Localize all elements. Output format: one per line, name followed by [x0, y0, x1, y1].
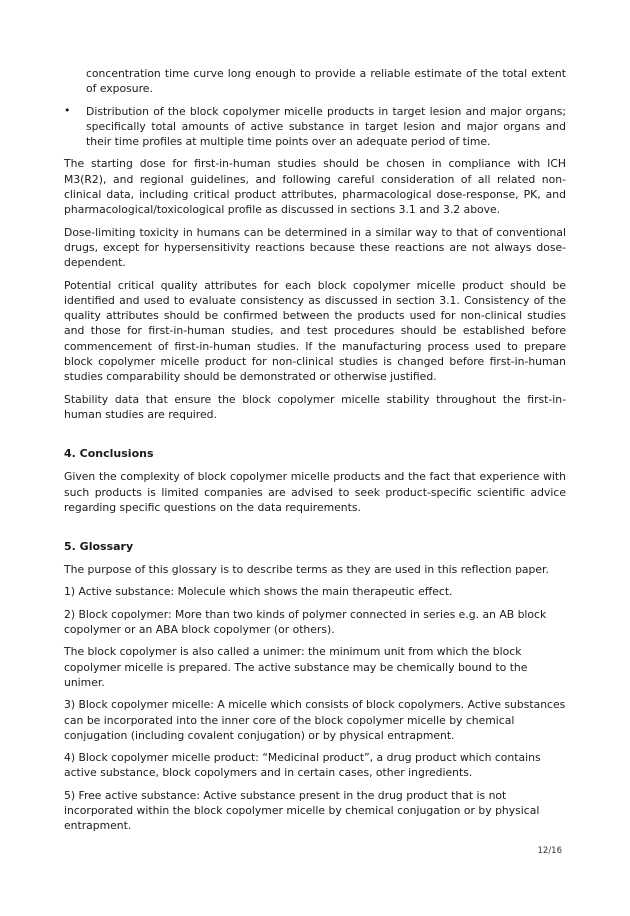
bullet-icon: •	[64, 103, 71, 117]
paragraph-stability: Stability data that ensure the block copolymer micelle stability throughout the first-in-human studies are required.	[64, 392, 566, 421]
paragraph-continued: concentration time curve long enough to provide a reliable estimate of the total extent of exposure.	[86, 67, 566, 96]
bullet-text: Distribution of the block copolymer micelle products in target lesion and major organs; specifically total amounts of active substance in target lesion and major organs and their time profiles at multiple time points over an adequate period of time.	[86, 104, 566, 149]
paragraph-conclusions: Given the complexity of block copolymer micelle products and the fact that experience with such products is limited companies are advised to seek product-specific scientific advice regarding specific questions on the data requirements.	[64, 470, 566, 514]
bullet-item	[64, 104, 566, 150]
glossary-item-micelle-product: 4) Block copolymer micelle product: “Medicinal product”, a drug product which contains active substance, block copolymers and in certain cases, other ingredients.	[64, 751, 541, 780]
paragraph-dose-limiting: Dose-limiting toxicity in humans can be determined in a similar way to that of conventional drugs, except for hypersensitivity reactions because these reactions are not always dose-dependent.	[64, 225, 566, 270]
heading-glossary: 5. Glossary	[64, 540, 134, 554]
page-content	[64, 66, 566, 841]
glossary-item-block-copolymer: 2) Block copolymer: More than two kinds of polymer connected in series e.g. an AB block copolymer or an ABA block copolymer (or others).	[64, 607, 547, 637]
glossary-item-unimer: The block copolymer is also called a unimer: the minimum unit from which the block copolymer micelle is prepared. The active substance may be chemically bound to the unimer.	[64, 645, 528, 689]
glossary-item-active-substance: 1) Active substance: Molecule which shows the main therapeutic effect.	[64, 585, 453, 599]
glossary-item-micelle: 3) Block copolymer micelle: A micelle which consists of block copolymers. Active substances can be incorporated into the inner core of the block copolymer micelle by chemical conjugation (including covalent conjugation) or by physical entrapment.	[64, 698, 566, 742]
paragraph-quality-attributes: Potential critical quality attributes for each block copolymer micelle product should be identified and used to evaluate consistency as discussed in section 3.1. Consistency of the quality attributes should be confirmed between the products used for non-clinical studies and those for first-in-human studies, and test procedures should be established before commencement of first-in-human studies. If the manufacturing process used to prepare block copolymer micelle product for non-clinical studies is changed before first-in-human studies comparability should be demonstrated or otherwise justified.	[64, 278, 566, 384]
glossary-item-free-active-substance: 5) Free active substance: Active substance present in the drug product that is not incorporated within the block copolymer micelle by chemical conjugation or by physical entrapment.	[64, 788, 540, 833]
paragraph-starting-dose: The starting dose for first-in-human studies should be chosen in compliance with ICH M3(R2), and regional guidelines, and following careful consideration of all related non-clinical data, including critical product attributes, pharmacological dose-response, PK, and pharmacological/toxicological profile as discussed in sections 3.1 and 3.2 above.	[64, 157, 566, 217]
page-number: 12/16	[537, 846, 562, 856]
heading-conclusions: 4. Conclusions	[64, 447, 154, 461]
paragraph-glossary-intro: The purpose of this glossary is to describe terms as they are used in this reflection paper.	[64, 563, 549, 577]
